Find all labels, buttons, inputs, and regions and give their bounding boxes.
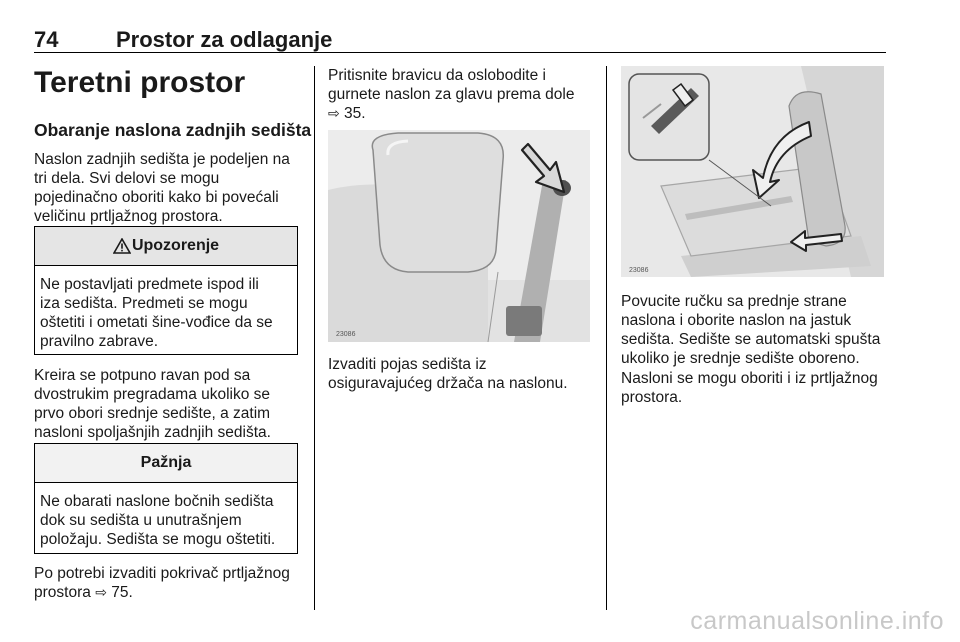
text-line: Izvaditi pojas sedišta iz (328, 356, 487, 373)
text-line: dok su sedišta u unutrašnjem (40, 512, 242, 529)
figure-id: 23086 (336, 331, 356, 338)
text-line: prvo obori srednje sedište, a zatim (34, 405, 271, 422)
fold-order-paragraph (34, 366, 312, 442)
page-ref-number[interactable]: 75. (111, 584, 133, 601)
text-fragment: prostora (34, 584, 91, 601)
text-line: Kreira se potpuno ravan pod sa (34, 367, 251, 384)
intro-paragraph (34, 150, 312, 226)
headrest-seatbelt-figure (328, 130, 590, 342)
warning-header (35, 227, 297, 266)
warning-box (34, 226, 298, 355)
caution-header (35, 444, 297, 483)
seatbelt-caption (328, 355, 604, 393)
text-line: Nasloni se mogu oboriti i iz prtljažnog (621, 370, 878, 387)
headrest-illustration (328, 130, 590, 342)
text-line: Po potrebi izvaditi pokrivač prtljažnog (34, 565, 290, 582)
text-line: Pritisnite bravicu da oslobodite i (328, 67, 546, 84)
page-number: 74 (34, 27, 59, 52)
header-rule (34, 52, 886, 53)
text-line: pojedinačno oboriti kako bi povećali (34, 189, 279, 206)
page-ref-number[interactable]: 35. (344, 105, 366, 122)
column-divider-2 (606, 66, 607, 610)
text-line (34, 583, 312, 602)
seatback-illustration (621, 66, 884, 277)
caution-title: Pažnja (140, 454, 192, 471)
text-line: Naslon zadnjih sedišta je podeljen na (34, 151, 290, 168)
text-line: sedišta. Sedište se automatski spušta (621, 331, 881, 348)
figure-id: 23086 (629, 267, 649, 274)
cover-paragraph (34, 564, 312, 602)
text-line: Povucite ručku sa prednje strane (621, 293, 847, 310)
warning-text (35, 266, 297, 351)
watermark: carmanualsonline.info (690, 607, 944, 635)
page-title: Teretni prostor (34, 66, 246, 99)
subsection-title: Obaranje naslona zadnjih sedišta (34, 120, 312, 140)
warning-triangle-icon (113, 238, 131, 254)
text-line: položaju. Sedišta se mogu oštetiti. (40, 531, 276, 548)
trunk-fold-paragraph (621, 369, 891, 407)
text-line: pravilno zabrave. (40, 333, 159, 350)
text-line: prostora. (621, 389, 683, 406)
column-divider-1 (314, 66, 315, 610)
text-line: iza sedišta. Predmeti se mogu (40, 295, 248, 312)
text-line: osiguravajućeg držača na naslonu. (328, 375, 568, 392)
text-line: gurnete naslon za glavu prema dole (328, 86, 575, 103)
fold-seatback-figure (621, 66, 884, 277)
text-line: Ne postavljati predmete ispod ili (40, 276, 259, 293)
page-ref-arrow-icon[interactable]: ⇨ (328, 105, 340, 121)
text-line: tri dela. Svi delovi se mogu (34, 170, 220, 187)
page-ref-arrow-icon[interactable]: ⇨ (95, 584, 107, 600)
text-line: naslona i oborite naslon na jastuk (621, 312, 852, 329)
text-line: nasloni spoljašnjih zadnjih sedišta. (34, 424, 271, 441)
section-title: Prostor za odlaganje (116, 27, 333, 52)
text-line: oštetiti i ometati šine-vođice da se (40, 314, 273, 331)
headrest-paragraph (328, 66, 604, 123)
text-line (328, 104, 604, 123)
caution-box (34, 443, 298, 554)
text-line: Ne obarati naslone bočnih sedišta (40, 493, 274, 510)
caution-text (35, 483, 297, 549)
warning-title: Upozorenje (131, 237, 220, 254)
fold-instructions-paragraph (621, 292, 891, 368)
text-line: dvostrukim pregradama ukoliko se (34, 386, 271, 403)
text-line: ukoliko je srednje sedište oboreno. (621, 350, 860, 367)
text-line: veličinu prtljažnog prostora. (34, 208, 223, 225)
